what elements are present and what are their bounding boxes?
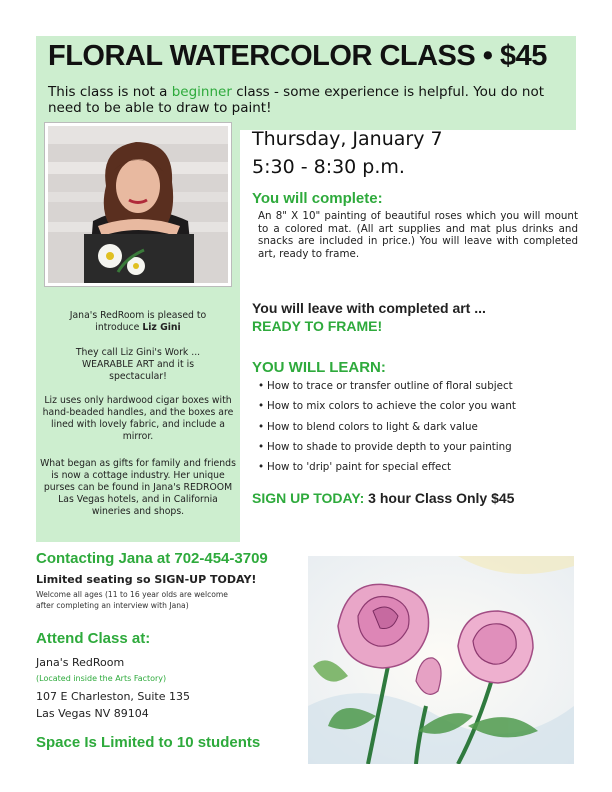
event-date: Thursday, January 7: [252, 128, 443, 150]
bullet: •: [258, 400, 265, 413]
instructor-photo: [44, 122, 232, 287]
learn-item-text: How to blend colors to light & dark value: [267, 420, 478, 433]
sidebar-intro: [40, 310, 236, 334]
learn-list: [258, 380, 516, 481]
street-address: 107 E Charleston, Suite 135: [36, 690, 190, 703]
intro-text: [48, 84, 573, 116]
page-title: FLORAL WATERCOLOR CLASS • $45: [48, 40, 547, 72]
right-rose: [458, 611, 533, 683]
limited-seating-text: Limited seating so SIGN-UP TODAY!: [36, 573, 257, 586]
intro-pre: This class is not a: [48, 84, 172, 100]
list-item: [258, 421, 516, 441]
signup-line: [252, 490, 514, 506]
list-item: [258, 380, 516, 400]
bullet: •: [258, 420, 265, 433]
learn-heading: YOU WILL LEARN:: [252, 359, 386, 376]
intro-post: class - some experience is helpful. You do not need to be able to draw to paint!: [48, 84, 545, 116]
city-address: Las Vegas NV 89104: [36, 707, 149, 720]
venue-name: Jana's RedRoom: [36, 656, 125, 669]
left-rose: [338, 584, 429, 668]
bullet: •: [258, 380, 265, 392]
bullet: •: [258, 440, 265, 453]
space-limited-note: Space Is Limited to 10 students: [36, 734, 261, 751]
sidebar-intro-line1: Jana's RedRoom is pleased to: [69, 310, 207, 321]
learn-item-text: How to shade to provide depth to your painting: [267, 440, 512, 453]
ready-to-frame-line: READY TO FRAME!: [252, 318, 383, 334]
ages-note-line1: Welcome all ages (11 to 16 year olds are welcome: [36, 590, 228, 599]
sidebar-intro-line2: introduce: [95, 322, 143, 333]
learn-item-text: How to mix colors to achieve the color you want: [267, 400, 516, 413]
sidebar-paragraph-4: What began as gifts for family and friends is now a cottage industry. Her unique purses can be found in Jana's REDROOM Las Vegas hotels, and in California wineries and shops.: [40, 458, 236, 517]
signup-price: 3 hour Class Only $45: [364, 490, 515, 506]
list-item: [258, 400, 516, 420]
location-heading: Attend Class at:: [36, 630, 151, 647]
list-item: [258, 461, 516, 481]
event-time: 5:30 - 8:30 p.m.: [252, 156, 405, 178]
artist-name: Liz Gini: [142, 322, 181, 333]
ages-note-line2: after completing an interview with Jana): [36, 601, 189, 610]
instructor-portrait-image: [48, 126, 228, 283]
complete-heading: You will complete:: [252, 190, 383, 207]
sidebar-paragraph-3: Liz uses only hardwood cigar boxes with hand-beaded handles, and the boxes are lined with lovely fabric, and include a mirror.: [42, 395, 234, 442]
complete-description: An 8" X 10" painting of beautiful roses which you will mount to a colored mat. (All art supplies and mat plus drinks and snacks are included in price.) You will leave with completed art, ready to frame.: [258, 210, 578, 260]
intro-highlight: beginner: [171, 84, 232, 100]
learn-item-text: How to trace or transfer outline of floral subject: [267, 380, 513, 392]
leave-with-art-line: You will leave with completed art ...: [252, 300, 486, 316]
learn-item-text: How to 'drip' paint for special effect: [267, 461, 452, 474]
sidebar-paragraph-2: They call Liz Gini's Work ... WEARABLE ART and it is spectacular!: [75, 347, 201, 382]
contact-heading: Contacting Jana at 702-454-3709: [36, 550, 268, 567]
bullet: •: [258, 461, 265, 474]
rose-painting-image: [308, 556, 574, 764]
venue-note: (Located inside the Arts Factory): [36, 674, 167, 683]
list-item: [258, 441, 516, 461]
signup-label: SIGN UP TODAY:: [252, 490, 365, 506]
